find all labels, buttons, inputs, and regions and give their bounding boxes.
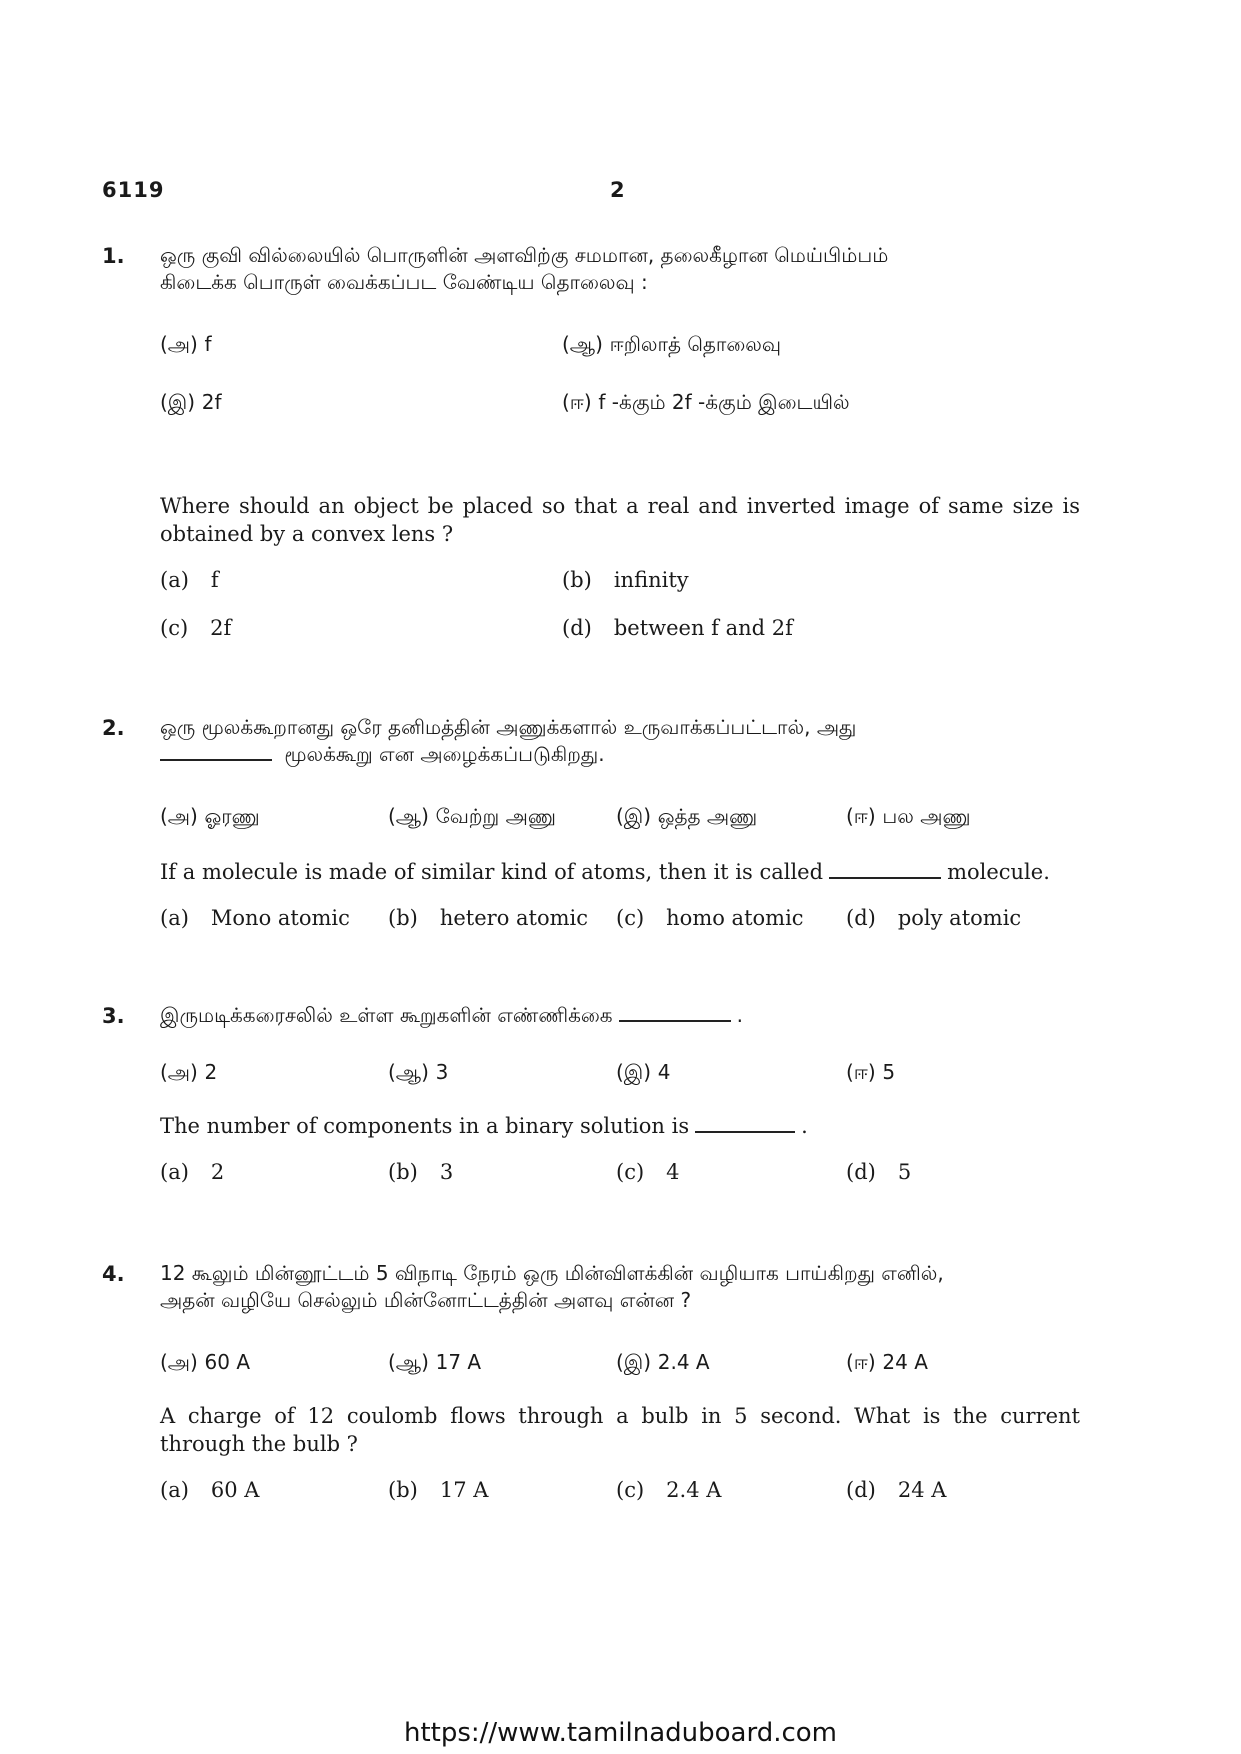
option (616, 1350, 710, 1377)
option-text: f (204, 332, 212, 356)
option-text: f -க்கும் 2f -க்கும் இடையில் (598, 390, 850, 414)
option (388, 1160, 453, 1184)
option-text: 2f (201, 390, 222, 414)
answer-blank (160, 741, 272, 761)
option-label: (d) (562, 616, 592, 640)
option (562, 568, 689, 592)
option-text: infinity (613, 568, 689, 592)
question-tamil-line: 12 கூலும் மின்னூட்டம் 5 விநாடி நேரம் ஒரு மின்விளக்கின் வழியாக பாய்கிறது எனில், (160, 1261, 944, 1285)
option-text: ஓரணு (204, 804, 260, 828)
option (846, 1160, 911, 1184)
page-number: 2 (610, 178, 626, 202)
option-text: poly atomic (897, 906, 1022, 930)
option (160, 616, 231, 640)
option-text: Mono atomic (210, 906, 350, 930)
option-text: 24 A (897, 1478, 947, 1502)
option-label: (இ) (616, 1060, 652, 1084)
question-number: 2. (102, 716, 125, 740)
option (616, 1060, 670, 1087)
question-number: 3. (102, 1004, 125, 1028)
option-text: 4 (657, 1060, 671, 1084)
option-label: (இ) (160, 390, 196, 414)
option-label: (d) (846, 1478, 876, 1502)
option-label: (d) (846, 906, 876, 930)
option (160, 804, 260, 831)
paper-code: 6119 (102, 178, 165, 202)
option-text: 2.4 A (666, 1478, 722, 1502)
option (562, 390, 850, 417)
option (388, 1350, 481, 1377)
option-label: (ஈ) (562, 390, 592, 414)
option-label: (ஆ) (388, 1060, 429, 1084)
option-label: (c) (616, 1160, 645, 1184)
option-label: (அ) (160, 1350, 198, 1374)
question-tamil: இருமடிக்கரைசலில் உள்ள கூறுகளின் எண்ணிக்கை . (160, 1003, 743, 1027)
option-text: 2 (204, 1060, 218, 1084)
option-text: 3 (435, 1060, 449, 1084)
question-tamil-line: ஒரு மூலக்கூறானது ஒரே தனிமத்தின் அணுக்களால் உருவாக்கப்பட்டால், அது (160, 715, 857, 739)
option-label: (இ) (616, 804, 652, 828)
option-label: (ஆ) (388, 804, 429, 828)
option (160, 1060, 217, 1087)
option (160, 332, 212, 359)
option-label: (a) (160, 1478, 189, 1502)
option-text: 2f (210, 616, 232, 640)
option-text: 3 (439, 1160, 454, 1184)
option-label: (d) (846, 1160, 876, 1184)
footer-url: https://www.tamilnaduboard.com (403, 1718, 838, 1748)
answer-blank (695, 1113, 795, 1133)
option-label: (அ) (160, 804, 198, 828)
option-label: (a) (160, 568, 189, 592)
option (562, 332, 781, 359)
option (160, 1160, 224, 1184)
question-english: Where should an object be placed so that a real and inverted image of same size is obtained by a convex lens ? (160, 494, 1080, 546)
question-tamil-line (160, 741, 1080, 768)
option-label: (b) (562, 568, 592, 592)
option (388, 804, 556, 831)
question-english: A charge of 12 coulomb flows through a bulb in 5 second. What is the current through the bulb ? (160, 1404, 1080, 1456)
question-number: 4. (102, 1262, 125, 1286)
option-label: (அ) (160, 1060, 198, 1084)
option-text: hetero atomic (439, 906, 589, 930)
option (616, 1160, 680, 1184)
option-text: ஈறிலாத் தொலைவு (609, 332, 782, 356)
question-number: 1. (102, 244, 125, 268)
option-label: (c) (616, 906, 645, 930)
option-label: (b) (388, 1160, 418, 1184)
option (160, 906, 350, 930)
option-label: (c) (160, 616, 189, 640)
option-text: 17 A (435, 1350, 482, 1374)
option-label: (ஈ) (846, 1060, 876, 1084)
question-english-text: molecule. (947, 860, 1050, 884)
option (160, 390, 222, 417)
question-tamil-line: ஒரு குவி வில்லையில் பொருளின் அளவிற்கு சமமான, தலைகீழான மெய்பிம்பம் (160, 243, 889, 267)
question-english-text: The number of components in a binary solution is (160, 1114, 690, 1138)
option-text: 60 A (204, 1350, 251, 1374)
question-tamil-line: கிடைக்க பொருள் வைக்கப்பட வேண்டிய தொலைவு : (160, 270, 648, 294)
option-text: 24 A (882, 1350, 928, 1374)
option-label: (a) (160, 906, 189, 930)
answer-blank (829, 859, 941, 879)
option (846, 804, 971, 831)
option-text: 2.4 A (657, 1350, 710, 1374)
option-text: homo atomic (666, 906, 804, 930)
option (562, 616, 793, 640)
option (616, 1478, 721, 1502)
option (846, 1478, 946, 1502)
option (616, 906, 804, 930)
question-tamil (160, 714, 1080, 768)
option-label: (அ) (160, 332, 198, 356)
option-text: between f and 2f (613, 616, 793, 640)
option-text: 60 A (210, 1478, 260, 1502)
question-english: The number of components in a binary solution is . (160, 1114, 808, 1138)
question-tamil-line: அதன் வழியே செல்லும் மின்னோட்டத்தின் அளவு என்ன ? (160, 1288, 692, 1312)
option (160, 1478, 259, 1502)
question-tamil-text: இருமடிக்கரைசலில் உள்ள கூறுகளின் எண்ணிக்கை (160, 1003, 613, 1027)
option-label: (ஆ) (562, 332, 603, 356)
option-label: (இ) (616, 1350, 652, 1374)
option (160, 568, 219, 592)
option-text: 5 (882, 1060, 896, 1084)
option (160, 1350, 250, 1377)
option (388, 906, 588, 930)
question-english (160, 858, 1080, 886)
option-label: (b) (388, 906, 418, 930)
option-text: 5 (897, 1160, 912, 1184)
option (388, 1478, 488, 1502)
question-english-text: If a molecule is made of similar kind of atoms, then it is called (160, 860, 824, 884)
option-label: (ஈ) (846, 1350, 876, 1374)
option-label: (b) (388, 1478, 418, 1502)
option (846, 906, 1021, 930)
option-text: 17 A (439, 1478, 489, 1502)
answer-blank (619, 1002, 731, 1022)
option-text: 2 (210, 1160, 225, 1184)
option-text: 4 (666, 1160, 680, 1184)
option (846, 1350, 928, 1377)
option-text: பல அணு (882, 804, 971, 828)
option (388, 1060, 448, 1087)
option-text: ஒத்த அணு (657, 804, 758, 828)
option-text: வேற்று அணு (435, 804, 556, 828)
option-label: (ஆ) (388, 1350, 429, 1374)
option-label: (a) (160, 1160, 189, 1184)
question-tamil (160, 242, 1080, 296)
question-tamil-text: மூலக்கூறு என அழைக்கப்படுகிறது. (284, 742, 605, 766)
option (616, 804, 757, 831)
option-label: (ஈ) (846, 804, 876, 828)
option (846, 1060, 895, 1087)
option-text: f (210, 568, 219, 592)
option-label: (c) (616, 1478, 645, 1502)
question-tamil (160, 1260, 1080, 1314)
